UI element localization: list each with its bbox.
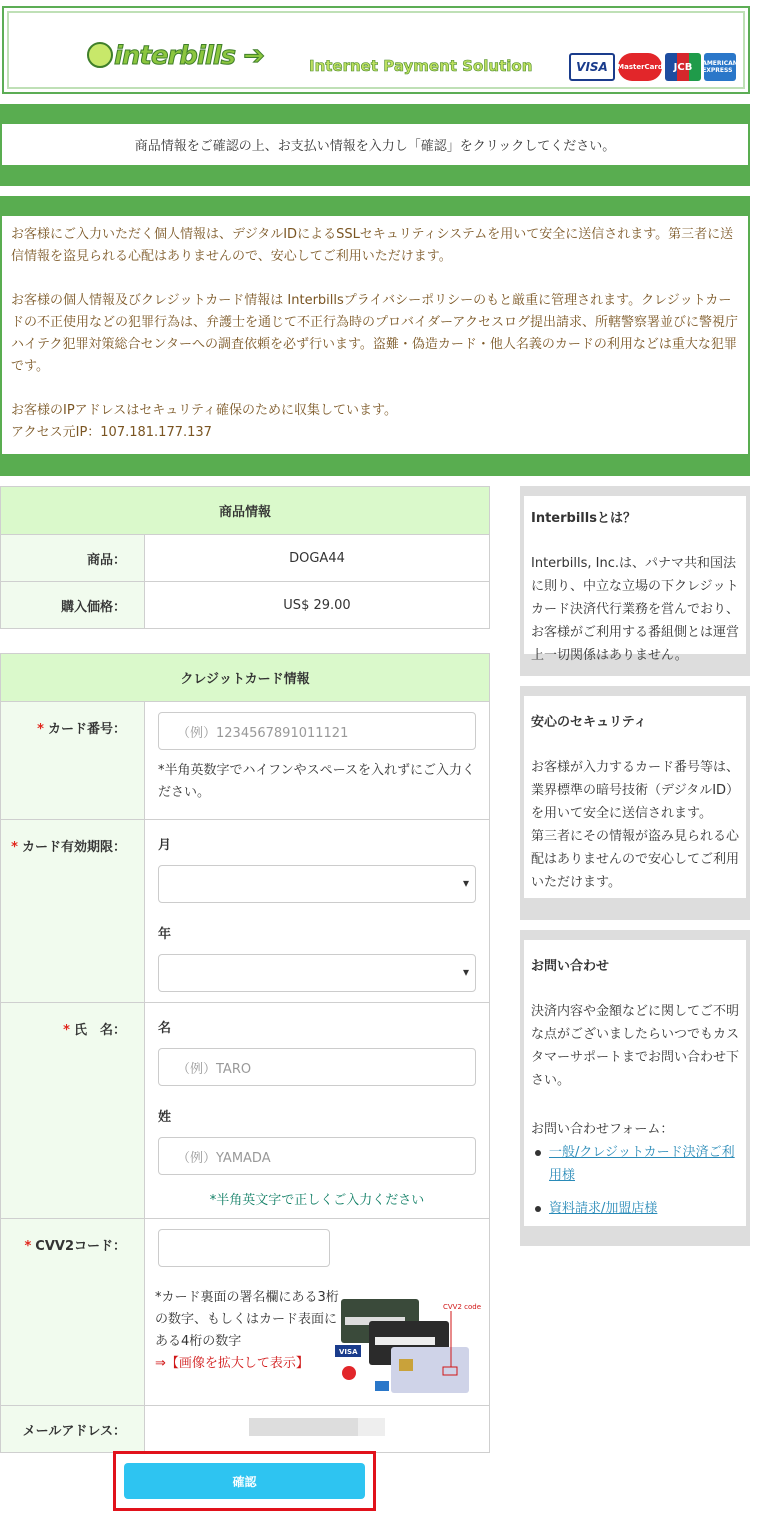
logo-text: interbills bbox=[114, 41, 236, 71]
info-ip-notice: お客様のIPアドレスはセキュリティ確保のために収集しています。 bbox=[11, 403, 397, 418]
first-name-label: 名 bbox=[158, 1021, 172, 1036]
year-select[interactable] bbox=[158, 954, 476, 992]
about-text: Interbills, Inc.は、パナマ共和国法に則り、中立な立場の下クレジットカード決済代行業務を営んでおり、お客様がご利用する番組側とは運営上一切関係はありません。 bbox=[531, 556, 740, 663]
name-label: * 氏 名： bbox=[1, 1003, 145, 1219]
info-paragraph-1: お客様にご入力いただく個人情報は、デジタルIDによるSSLセキュリティシステムを用いて安全に送信されます。第三者に送信情報を盗見られる心配はありませんので、安心してご利用いただけます。 bbox=[11, 227, 734, 264]
mastercard-icon: MasterCard bbox=[618, 53, 662, 81]
product-table bbox=[0, 486, 490, 629]
month-label: 月 bbox=[158, 838, 172, 853]
notice-text: 商品情報をご確認の上、お支払い情報を入力し「確認」をクリックしてください。 bbox=[2, 124, 748, 165]
year-label: 年 bbox=[158, 927, 172, 942]
info-paragraph-2: お客様の個人情報及びクレジットカード情報は Interbillsプライバシーポリシーのもと厳重に管理されます。クレジットカードの不正使用などの犯罪行為は、弁護士を通じて不正行為時のプロバイダーアクセスログ提出請求、所轄警察署並びに警視庁ハイテク犯罪対策総合センターへの調査依頼を必ず行います。盗難・偽造カード・他人名義のカードの利用などは重大な犯罪です。 bbox=[11, 293, 738, 374]
sidebar-contact bbox=[520, 930, 750, 1246]
product-heading: 商品情報 bbox=[1, 487, 490, 535]
product-price-value: US$ 29.00 bbox=[145, 582, 490, 629]
name-cell bbox=[145, 1003, 490, 1219]
amex-icon: AMERICAN EXPRESS bbox=[704, 53, 736, 81]
contact-links bbox=[535, 1141, 739, 1220]
confirm-highlight bbox=[113, 1451, 376, 1511]
security-info bbox=[2, 216, 748, 454]
list-item bbox=[535, 1141, 739, 1187]
cvv-hint: *カード裏面の署名欄にある3桁の数字、もしくはカード表面にある4桁の数字 ⇒【画像を拡大して表示】 bbox=[155, 1290, 339, 1371]
info-ip-address: アクセス元IP：107.181.177.137 bbox=[11, 425, 212, 440]
sidebar-security bbox=[520, 686, 750, 920]
card-heading: クレジットカード情報 bbox=[1, 654, 490, 702]
visa-icon: VISA bbox=[569, 53, 615, 81]
list-item bbox=[535, 1197, 739, 1220]
email-value bbox=[145, 1406, 490, 1453]
general-user-link[interactable]: 一般/クレジットカード決済ご利用様 bbox=[549, 1145, 735, 1183]
card-table bbox=[0, 653, 490, 1453]
interbills-logo: interbills ➔ bbox=[87, 41, 264, 71]
product-item-value: DOGA44 bbox=[145, 535, 490, 582]
last-name-input[interactable]: （例）YAMADA bbox=[158, 1137, 476, 1175]
email-label: メールアドレス： bbox=[1, 1406, 145, 1453]
confirm-button[interactable]: 確認 bbox=[124, 1463, 365, 1499]
contact-title: お問い合わせ bbox=[531, 959, 610, 974]
cvv-cell bbox=[145, 1219, 490, 1406]
name-hint: *半角英文字で正しくご入力ください bbox=[209, 1193, 425, 1208]
security-text-1: お客様が入力するカード番号等は、業界標準の暗号技術（デジタルID）を用いて安全に送信されます。 bbox=[531, 760, 740, 821]
jcb-icon: JCB bbox=[665, 53, 701, 81]
cvv-card-image[interactable] bbox=[331, 1297, 481, 1397]
cvv-input[interactable] bbox=[158, 1229, 330, 1267]
expiry-label: * カード有効期限： bbox=[1, 820, 145, 1003]
about-title: Interbillsとは？ bbox=[531, 511, 636, 526]
product-item-label: 商品： bbox=[1, 535, 145, 582]
security-title: 安心のセキュリティ bbox=[531, 715, 647, 730]
last-name-label: 姓 bbox=[158, 1110, 172, 1125]
email-redacted bbox=[249, 1418, 385, 1436]
card-number-input[interactable]: （例）1234567891011121 bbox=[158, 712, 476, 750]
card-brands bbox=[569, 53, 736, 81]
sidebar-about bbox=[520, 486, 750, 676]
merchant-link[interactable]: 資料請求/加盟店様 bbox=[549, 1201, 658, 1216]
cvv-label: * CVV2コード： bbox=[1, 1219, 145, 1406]
card-number-cell bbox=[145, 702, 490, 820]
card-number-label: * カード番号： bbox=[1, 702, 145, 820]
first-name-input[interactable]: （例）TARO bbox=[158, 1048, 476, 1086]
card-number-hint: *半角英数字でハイフンやスペースを入れずにご入力ください。 bbox=[158, 763, 475, 800]
month-select[interactable] bbox=[158, 865, 476, 903]
security-text-2: 第三者にその情報が盗み見られる心配はありませんので安心してご利用いただけます。 bbox=[531, 829, 740, 890]
enlarge-image-link[interactable]: ⇒【画像を拡大して表示】 bbox=[155, 1356, 309, 1371]
cvv-image-caption: CVV2 code bbox=[443, 1303, 481, 1311]
globe-icon bbox=[87, 42, 113, 68]
contact-form-label: お問い合わせフォーム： bbox=[531, 1122, 674, 1137]
product-price-label: 購入価格： bbox=[1, 582, 145, 629]
header-banner bbox=[2, 6, 750, 94]
contact-text: 決済内容や金額などに関してご不明な点がございましたらいつでもカスタマーサポートまでお問い合わせ下さい。 bbox=[531, 1004, 740, 1088]
header-inner bbox=[7, 11, 745, 89]
expiry-cell bbox=[145, 820, 490, 1003]
svg-text:VISA: VISA bbox=[339, 1348, 358, 1356]
tagline: Internet Payment Solution bbox=[309, 57, 533, 75]
